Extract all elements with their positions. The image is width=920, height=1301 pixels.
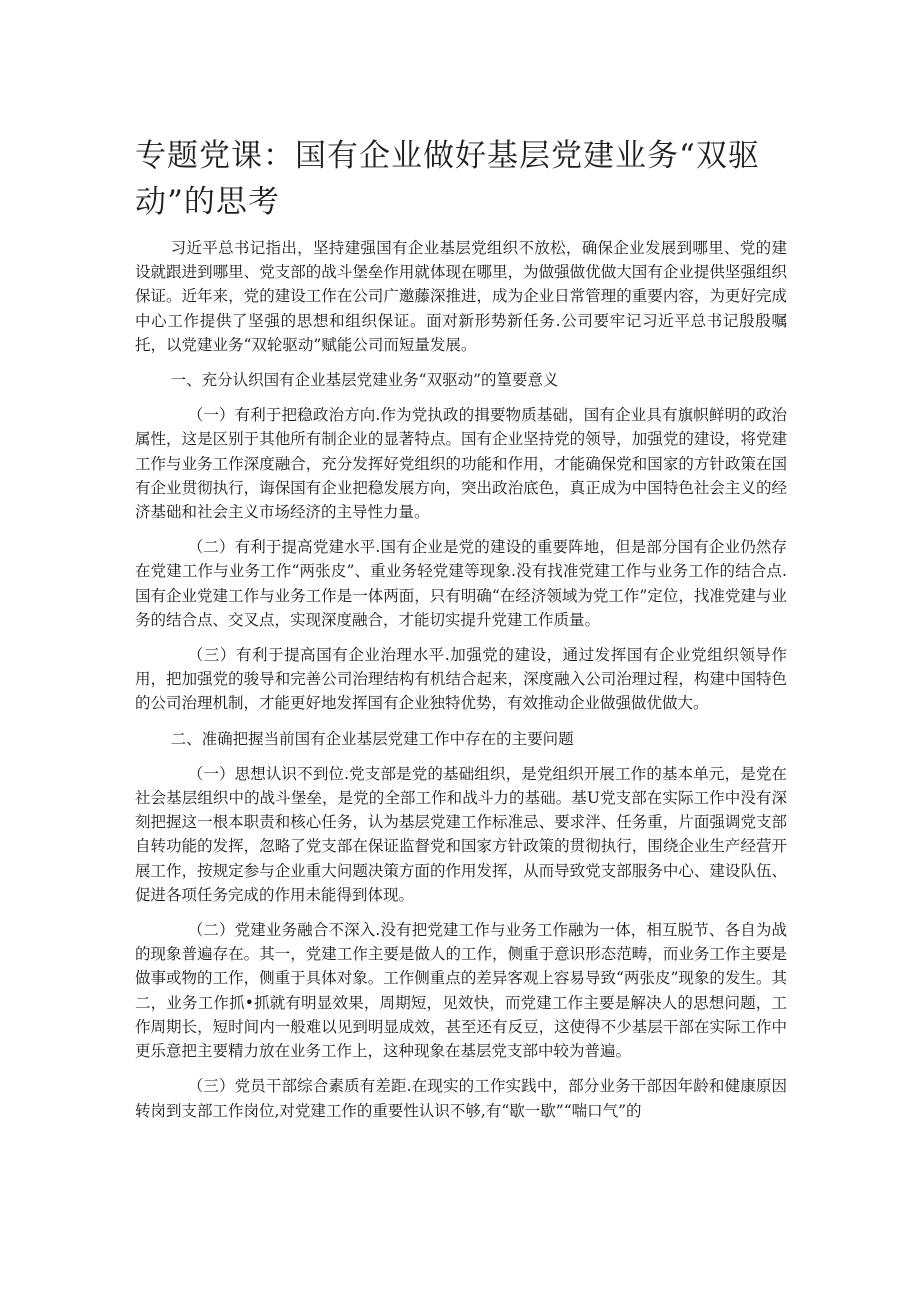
- section-1-heading: 一、充分认织国有企业基层党建业务“双驱动”的篁要意义: [170, 371, 559, 390]
- section-2-paragraph-2: （二）党建业务融合不深入.没有把党建工作与业务工作融为一体，相互脱节、各自为战的现象普遍存在。其一，党建工作主要是做人的工作，侧重于意识形态范畴，而业务工作主要是做事或物的工作，侧重于具体对象。工作侧重点的差异客观上容易导致“两张皮”现象的发生。其二，业务工作抓•抓就有明显效果，周期短，见效快，而党建工作主要是解决人的思想问题，工作周期长，短时间内一般难以见到明显成效，甚至还有反豆，这使得不少基层干部在实际工作中更乐意把主要精力放在业务工作上，这种现象在基层党支部中较为普遍。: [135, 921, 787, 1061]
- section-1-paragraph-3: （三）有利于提高国有企业治理水平.加强党的建设，通过发挥国有企业党组织领导作用，把加强党的骏导和完善公司治理结构有机结合起来，深度融入公司治理过程，构建中国特色的公司治理机制，才能更好地发挥国有企业独特优势，有效推动企业做强做优做大。: [135, 646, 787, 713]
- section-1-paragraph-1: （一）有利于把稳政治方向.作为党执政的揖要物质基础，国有企业具有旗帜鲜明的政治属性，这是区别于其他所有制企业的显著特点。国有企业坚持党的领导，加强党的建设，将党建工作与业务工作深度融合，充分发挥好党组织的功能和作用，才能确保党和国家的方针政策在国有企业贯彻执行，诲保国有企业把稳发展方向，突出政治底色，真正成为中国特色社会主义的经济基础和社会主义市场经济的主导性力量。: [135, 406, 787, 522]
- section-1-paragraph-2: （二）有利于提高党建水平.国有企业是党的建设的重要阵地，但是部分国有企业仍然存在党建工作与业务工作“两张皮”、重业务轻党建等现象.没有找准党建工作与业务工作的结合点.国有企业党建工作与业务工作是一体两面，只有明确“在经济领域为党工作”定位，找准党建与业务的结合点、交叉点，实现深度融合，才能切实提升党建工作质量。: [135, 538, 787, 629]
- section-2-heading: 二、准确把握当前国有企业基层党建工作中存在的主要问题: [170, 729, 574, 748]
- section-2-paragraph-3: （三）党员干部综合素质有差距.在现实的工作实践中，部分业务干部因年龄和健康原因转岗到支部工作岗位,对党建工作的重要性认识不够,有“歇一歇”“喘口气”的: [135, 1077, 787, 1120]
- intro-paragraph: 习近平总书记指出，坚持建强国有企业基层党组织不放松，确保企业发展到哪里、党的建设就跟进到哪里、党支部的战斗堡垒作用就体现在哪里，为做强做优做大国有企业提供坚强组织保证。近年来，党的建设工作在公司广邀藤深推进，成为企业日常管理的重要内容，为更好完成中心工作提供了坚强的思想和组织保证。面对新形势新任务.公司要牢记习近平总书记殷殷嘱托，以党建业务“双轮驱动”赋能公司而短量发展。: [135, 239, 787, 354]
- section-2-paragraph-1: （一）思想认识不到位.党支部是党的基础组织，是党组织开展工作的基本单元，是党在社会基层组织中的战斗堡垒，是党的全部工作和战斗力的基础。基U党支部在实际工作中没有深刻把握这一根本职责和核心任务，认为基层党建工作标准忌、要求泮、任务重，片面强调党支部自转功能的发挥，忽略了党支部在保证监督党和国家方针政策的贯彻执行，围绕企业生产经营开展工作，按规定参与企业重大问题决策方面的作用发挥，从而导致党支部服务中心、建设队伍、促进各项任务完成的作用未能得到体现。: [135, 764, 787, 904]
- document-body: [135, 236, 787, 1123]
- document-title: 专题党课：国有企业做好基层党建业务“双驱动”的思考: [135, 138, 760, 220]
